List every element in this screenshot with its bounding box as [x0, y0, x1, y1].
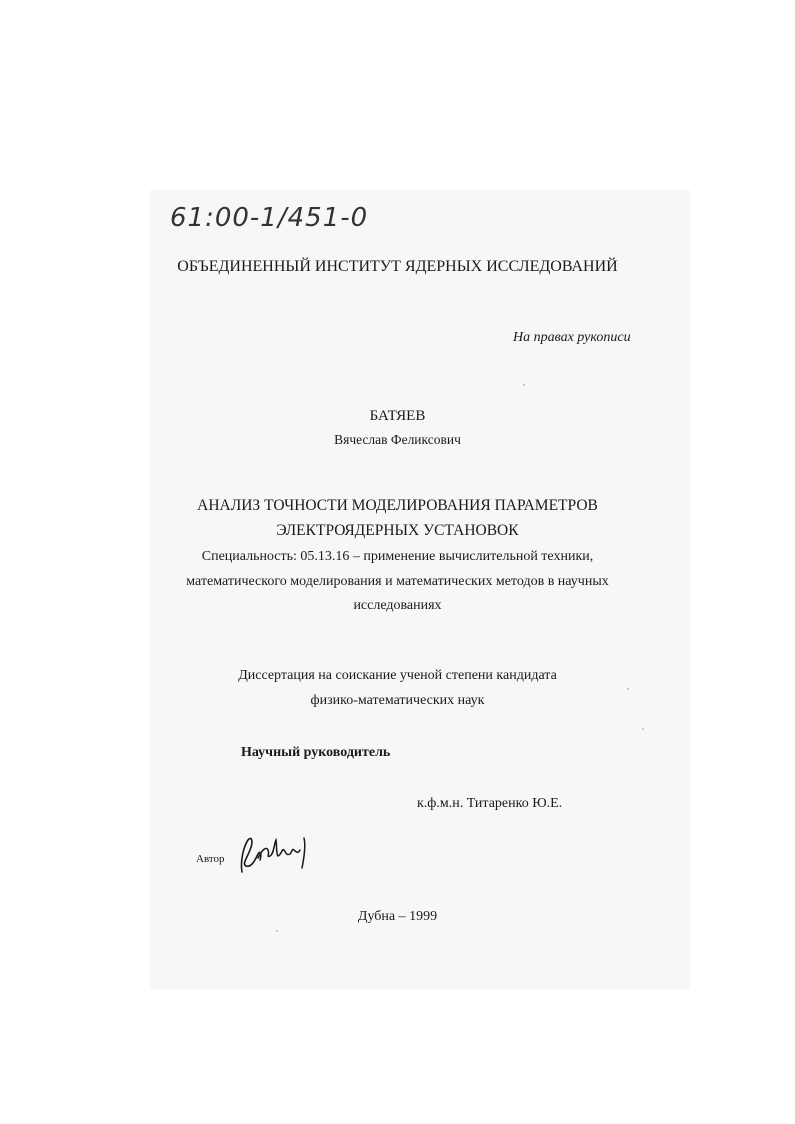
thesis-title-line-1: АНАЛИЗ ТОЧНОСТИ МОДЕЛИРОВАНИЯ ПАРАМЕТРОВ	[197, 497, 598, 514]
archive-code-handwritten: 61:00-1/451-0	[170, 203, 369, 233]
institute-name: ОБЪЕДИНЕННЫЙ ИНСТИТУТ ЯДЕРНЫХ ИССЛЕДОВАНИЙ	[177, 258, 618, 275]
author-signature-label: Автор	[196, 853, 225, 865]
rights-note: На правах рукописи	[513, 330, 631, 345]
paper-speck	[276, 930, 278, 932]
specialty-line-2: математического моделирования и математических методов в научных	[186, 574, 609, 589]
author-surname: БАТЯЕВ	[369, 408, 426, 424]
thesis-title-line-2: ЭЛЕКТРОЯДЕРНЫХ УСТАНОВОК	[276, 522, 519, 539]
document-page	[150, 190, 690, 990]
specialty-line-3: исследованиях	[353, 598, 442, 613]
advisor-label: Научный руководитель	[241, 745, 391, 760]
city-year: Дубна – 1999	[357, 909, 438, 924]
dissertation-line-2: физико-математических наук	[310, 693, 485, 708]
author-signature	[236, 832, 316, 880]
specialty-line-1: Специальность: 05.13.16 – применение вычислительной техники,	[201, 549, 594, 564]
paper-speck	[642, 728, 644, 730]
dissertation-line-1: Диссертация на соискание ученой степени кандидата	[238, 668, 557, 683]
paper-speck	[627, 688, 629, 690]
advisor-name: к.ф.м.н. Титаренко Ю.Е.	[417, 796, 563, 811]
paper-speck	[523, 384, 525, 386]
author-given-name: Вячеслав Феликсович	[334, 432, 461, 447]
